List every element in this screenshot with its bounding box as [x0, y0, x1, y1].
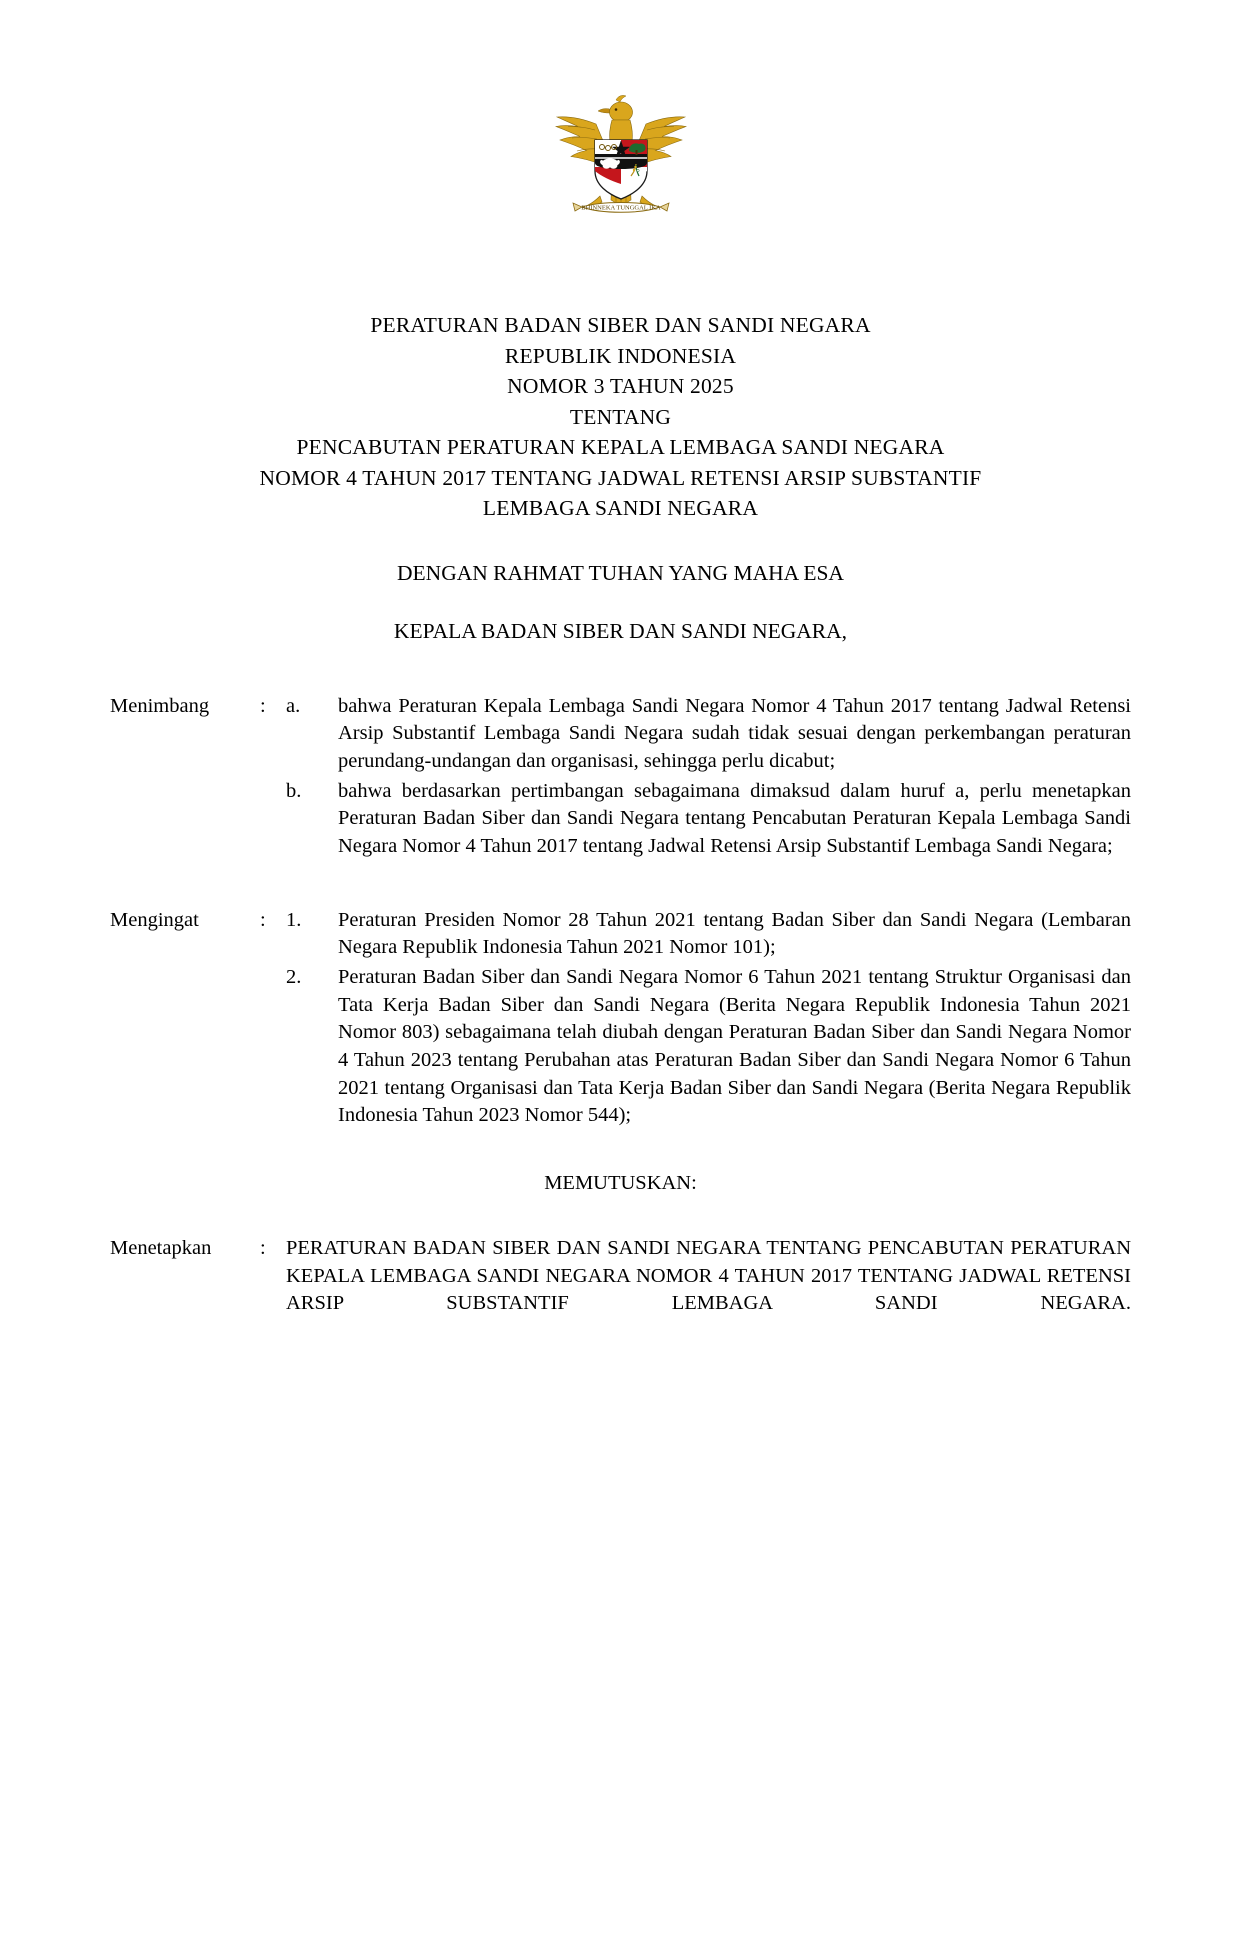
- title-line-7: LEMBAGA SANDI NEGARA: [482, 496, 759, 521]
- title-line-4: TENTANG: [569, 404, 672, 429]
- mengingat-colon: :: [260, 908, 266, 931]
- document-title-block: [110, 310, 1131, 524]
- menimbang-section: [110, 693, 1131, 861]
- title-line-3: NOMOR 3 TAHUN 2025: [507, 374, 734, 399]
- item-marker: a.: [286, 694, 301, 717]
- mengingat-label: Mengingat: [110, 908, 199, 931]
- memutuskan-heading: MEMUTUSKAN:: [544, 1172, 697, 1195]
- menetapkan-label: Menetapkan: [110, 1237, 212, 1260]
- mengingat-section: [110, 907, 1131, 1130]
- item-marker: 1.: [286, 908, 302, 931]
- title-line-1: PERATURAN BADAN SIBER DAN SANDI NEGARA: [370, 313, 871, 337]
- svg-text:BHINNEKA TUNGGAL IKA: BHINNEKA TUNGGAL IKA: [580, 204, 661, 212]
- menetapkan-colon: :: [260, 1237, 266, 1260]
- menimbang-colon: :: [260, 694, 266, 717]
- mengingat-items: [286, 907, 1131, 1130]
- menetapkan-section: [110, 1235, 1131, 1346]
- item-text: Peraturan Presiden Nomor 28 Tahun 2021 tentang Badan Siber dan Sandi Negara (Lembaran Negara Republik Indonesia Tahun 2021 Nomor 101);: [338, 908, 1131, 959]
- list-item: [286, 778, 1131, 861]
- garuda-pancasila-emblem: [536, 78, 706, 238]
- item-marker: b.: [286, 779, 302, 802]
- emblem-container: [110, 0, 1131, 238]
- menimbang-items: [286, 693, 1131, 861]
- list-item: [286, 964, 1131, 1130]
- authority-line: KEPALA BADAN SIBER DAN SANDI NEGARA,: [393, 619, 848, 644]
- item-text: Peraturan Badan Siber dan Sandi Negara Nomor 6 Tahun 2021 tentang Struktur Organisasi dan Tata Kerja Badan Siber dan Sandi Negara (Berita Negara Republik Indonesia Tahun 2021 Nomor 803) sebagaimana telah diubah dengan Peraturan Badan Siber dan Sandi Negara Nomor 4 Tahun 2023 tentang Perubahan atas Peraturan Badan Siber dan Sandi Negara Nomor 6 Tahun 2021 tentang Organisasi dan Tata Kerja Badan Siber dan Sandi Negara (Berita Negara Republik Indonesia Tahun 2023 Nomor 544);: [338, 966, 1131, 1127]
- title-line-5: PENCABUTAN PERATURAN KEPALA LEMBAGA SANDI NEGARA: [296, 435, 945, 460]
- menetapkan-text: PERATURAN BADAN SIBER DAN SANDI NEGARA TENTANG PENCABUTAN PERATURAN KEPALA LEMBAGA SANDI NEGARA NOMOR 4 TAHUN 2017 TENTANG JADWAL RETENSI ARSIP SUBSTANTIF LEMBAGA SANDI NEGARA.: [286, 1237, 1131, 1315]
- item-text: bahwa Peraturan Kepala Lembaga Sandi Negara Nomor 4 Tahun 2017 tentang Jadwal Retensi Arsip Substantif Lembaga Sandi Negara sudah tidak sesuai dengan perkembangan peraturan perundang-undangan dan organisasi, sehingga perlu dicabut;: [338, 694, 1131, 772]
- list-item: [286, 907, 1131, 962]
- blessing-line: DENGAN RAHMAT TUHAN YANG MAHA ESA: [397, 560, 844, 585]
- list-item: [286, 693, 1131, 776]
- menimbang-label: Menimbang: [110, 694, 210, 717]
- item-marker: 2.: [286, 966, 302, 989]
- item-text: bahwa berdasarkan pertimbangan sebagaimana dimaksud dalam huruf a, perlu menetapkan Peraturan Badan Siber dan Sandi Negara tentang Pencabutan Peraturan Kepala Lembaga Sandi Negara Nomor 4 Tahun 2017 tentang Jadwal Retensi Arsip Substantif Lembaga Sandi Negara;: [338, 779, 1131, 857]
- title-line-2: REPUBLIK INDONESIA: [504, 343, 737, 368]
- title-line-6: NOMOR 4 TAHUN 2017 TENTANG JADWAL RETENSI ARSIP SUBSTANTIF: [259, 465, 982, 490]
